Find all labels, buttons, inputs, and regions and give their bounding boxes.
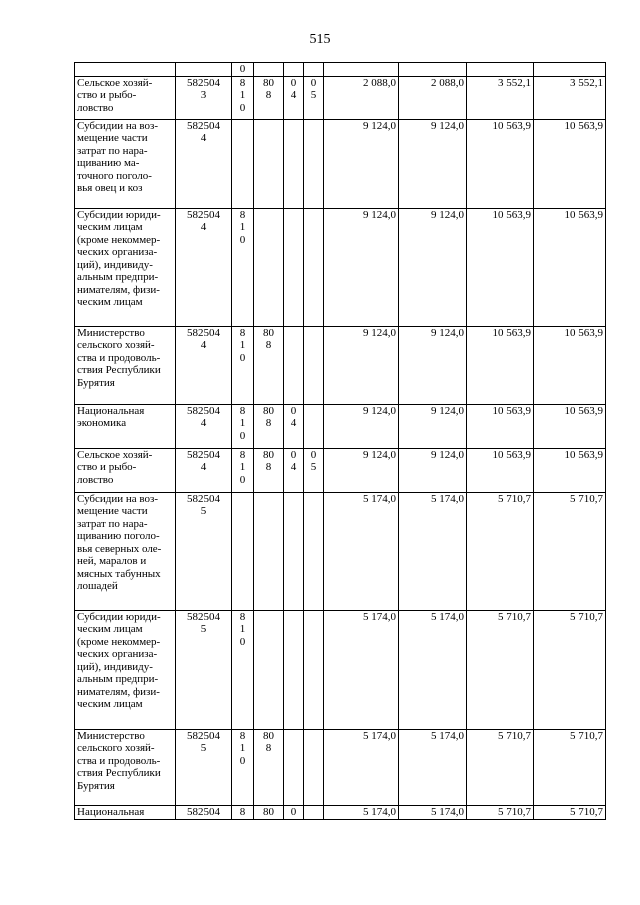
cell-rz [284, 610, 304, 729]
table-row [75, 76, 606, 119]
cell-value-4: 10 563,9 [534, 448, 606, 492]
cell-vr: 0 [232, 63, 254, 77]
cell-vr: 8 1 0 [232, 610, 254, 729]
cell-name: Субсидии юриди- ческим лицам (кроме некоммер- ческих организа- ций), индивиду- альным предпри- нимателям, физи- ческим лицам [75, 208, 176, 326]
cell-name: Субсидии на воз- мещение части затрат по нара- щиванию ма- точного поголо- вья овец и коз [75, 119, 176, 208]
cell-vr: 8 [232, 805, 254, 819]
cell-vr [232, 492, 254, 610]
cell-rz: 0 4 [284, 448, 304, 492]
cell-csr: 582504 3 [176, 76, 232, 119]
budget-table [74, 62, 606, 820]
cell-vr: 8 1 0 [232, 729, 254, 805]
cell-value-3: 3 552,1 [467, 76, 534, 119]
cell-name: Национальная [75, 805, 176, 819]
cell-value-1: 9 124,0 [324, 448, 399, 492]
cell-vr: 8 1 0 [232, 326, 254, 404]
cell-pr [304, 326, 324, 404]
cell-pr [304, 729, 324, 805]
cell-value-1: 5 174,0 [324, 729, 399, 805]
cell-value-1: 9 124,0 [324, 119, 399, 208]
cell-vr: 8 1 0 [232, 404, 254, 448]
cell-pr: 0 5 [304, 448, 324, 492]
cell-name: Министерство сельского хозяй- ства и продоволь- ствия Республики Бурятия [75, 729, 176, 805]
cell-value-4: 10 563,9 [534, 404, 606, 448]
cell-grbs: 80 8 [254, 76, 284, 119]
cell-csr [176, 63, 232, 77]
table-row [75, 326, 606, 404]
cell-value-2: 9 124,0 [399, 208, 467, 326]
cell-pr: 0 5 [304, 76, 324, 119]
cell-grbs: 80 8 [254, 404, 284, 448]
cell-name [75, 63, 176, 77]
cell-name: Министерство сельского хозяй- ства и продоволь- ствия Республики Бурятия [75, 326, 176, 404]
table-row [75, 805, 606, 819]
cell-value-3: 10 563,9 [467, 326, 534, 404]
cell-rz [284, 63, 304, 77]
cell-value-3: 10 563,9 [467, 208, 534, 326]
cell-value-1: 2 088,0 [324, 76, 399, 119]
cell-grbs [254, 610, 284, 729]
cell-csr: 582504 4 [176, 448, 232, 492]
cell-value-2: 5 174,0 [399, 805, 467, 819]
cell-csr: 582504 4 [176, 326, 232, 404]
cell-csr: 582504 [176, 805, 232, 819]
cell-value-2: 9 124,0 [399, 119, 467, 208]
cell-value-2: 9 124,0 [399, 326, 467, 404]
cell-value-4: 3 552,1 [534, 76, 606, 119]
cell-grbs: 80 8 [254, 448, 284, 492]
table-row [75, 404, 606, 448]
cell-grbs [254, 492, 284, 610]
cell-name: Национальная экономика [75, 404, 176, 448]
cell-pr [304, 208, 324, 326]
cell-grbs [254, 63, 284, 77]
cell-value-2: 5 174,0 [399, 610, 467, 729]
cell-value-4: 5 710,7 [534, 805, 606, 819]
cell-pr [304, 119, 324, 208]
cell-value-4: 5 710,7 [534, 610, 606, 729]
page-number: 515 [309, 32, 331, 47]
cell-value-4: 5 710,7 [534, 729, 606, 805]
cell-value-4: 10 563,9 [534, 326, 606, 404]
cell-vr: 8 1 0 [232, 208, 254, 326]
cell-value-3: 5 710,7 [467, 610, 534, 729]
cell-vr: 8 1 0 [232, 76, 254, 119]
cell-value-1: 9 124,0 [324, 326, 399, 404]
cell-value-3: 10 563,9 [467, 119, 534, 208]
cell-value-2: 9 124,0 [399, 448, 467, 492]
cell-pr [304, 63, 324, 77]
cell-rz: 0 4 [284, 76, 304, 119]
cell-value-2: 5 174,0 [399, 729, 467, 805]
cell-name: Субсидии юриди- ческим лицам (кроме некоммер- ческих организа- ций), индивиду- альным предпри- нимателям, физи- ческим лицам [75, 610, 176, 729]
cell-value-4: 5 710,7 [534, 492, 606, 610]
cell-grbs: 80 [254, 805, 284, 819]
cell-value-3: 5 710,7 [467, 805, 534, 819]
cell-value-4: 10 563,9 [534, 208, 606, 326]
cell-name: Сельское хозяй- ство и рыбо- ловство [75, 448, 176, 492]
cell-rz [284, 208, 304, 326]
cell-rz [284, 326, 304, 404]
cell-value-2 [399, 63, 467, 77]
cell-value-1: 9 124,0 [324, 404, 399, 448]
cell-value-1: 9 124,0 [324, 208, 399, 326]
cell-csr: 582504 4 [176, 119, 232, 208]
cell-value-2: 5 174,0 [399, 492, 467, 610]
cell-value-3: 5 710,7 [467, 492, 534, 610]
cell-value-2: 9 124,0 [399, 404, 467, 448]
cell-name: Сельское хозяй- ство и рыбо- ловство [75, 76, 176, 119]
table-row [75, 610, 606, 729]
table-row-top-fragment [75, 63, 606, 77]
cell-value-3: 5 710,7 [467, 729, 534, 805]
cell-grbs: 80 8 [254, 729, 284, 805]
cell-grbs [254, 119, 284, 208]
cell-csr: 582504 5 [176, 729, 232, 805]
cell-value-1: 5 174,0 [324, 610, 399, 729]
cell-pr [304, 805, 324, 819]
cell-rz [284, 729, 304, 805]
table-body [75, 63, 606, 820]
cell-value-2: 2 088,0 [399, 76, 467, 119]
cell-pr [304, 492, 324, 610]
cell-value-3: 10 563,9 [467, 404, 534, 448]
table-row [75, 729, 606, 805]
cell-grbs: 80 8 [254, 326, 284, 404]
cell-value-3 [467, 63, 534, 77]
cell-pr [304, 610, 324, 729]
cell-grbs [254, 208, 284, 326]
cell-value-1: 5 174,0 [324, 492, 399, 610]
table-row [75, 119, 606, 208]
cell-rz: 0 [284, 805, 304, 819]
cell-value-4: 10 563,9 [534, 119, 606, 208]
cell-value-1: 5 174,0 [324, 805, 399, 819]
cell-csr: 582504 5 [176, 492, 232, 610]
cell-vr: 8 1 0 [232, 448, 254, 492]
cell-pr [304, 404, 324, 448]
cell-csr: 582504 4 [176, 208, 232, 326]
cell-value-3: 10 563,9 [467, 448, 534, 492]
cell-name: Субсидии на воз- мещение части затрат по нара- щиванию поголо- вья северных оле- ней, маралов и мясных табунных лошадей [75, 492, 176, 610]
cell-csr: 582504 5 [176, 610, 232, 729]
cell-value-4 [534, 63, 606, 77]
cell-rz [284, 119, 304, 208]
cell-rz [284, 492, 304, 610]
table-row [75, 208, 606, 326]
cell-vr [232, 119, 254, 208]
cell-value-1 [324, 63, 399, 77]
table-row [75, 492, 606, 610]
table-row [75, 448, 606, 492]
cell-csr: 582504 4 [176, 404, 232, 448]
cell-rz: 0 4 [284, 404, 304, 448]
